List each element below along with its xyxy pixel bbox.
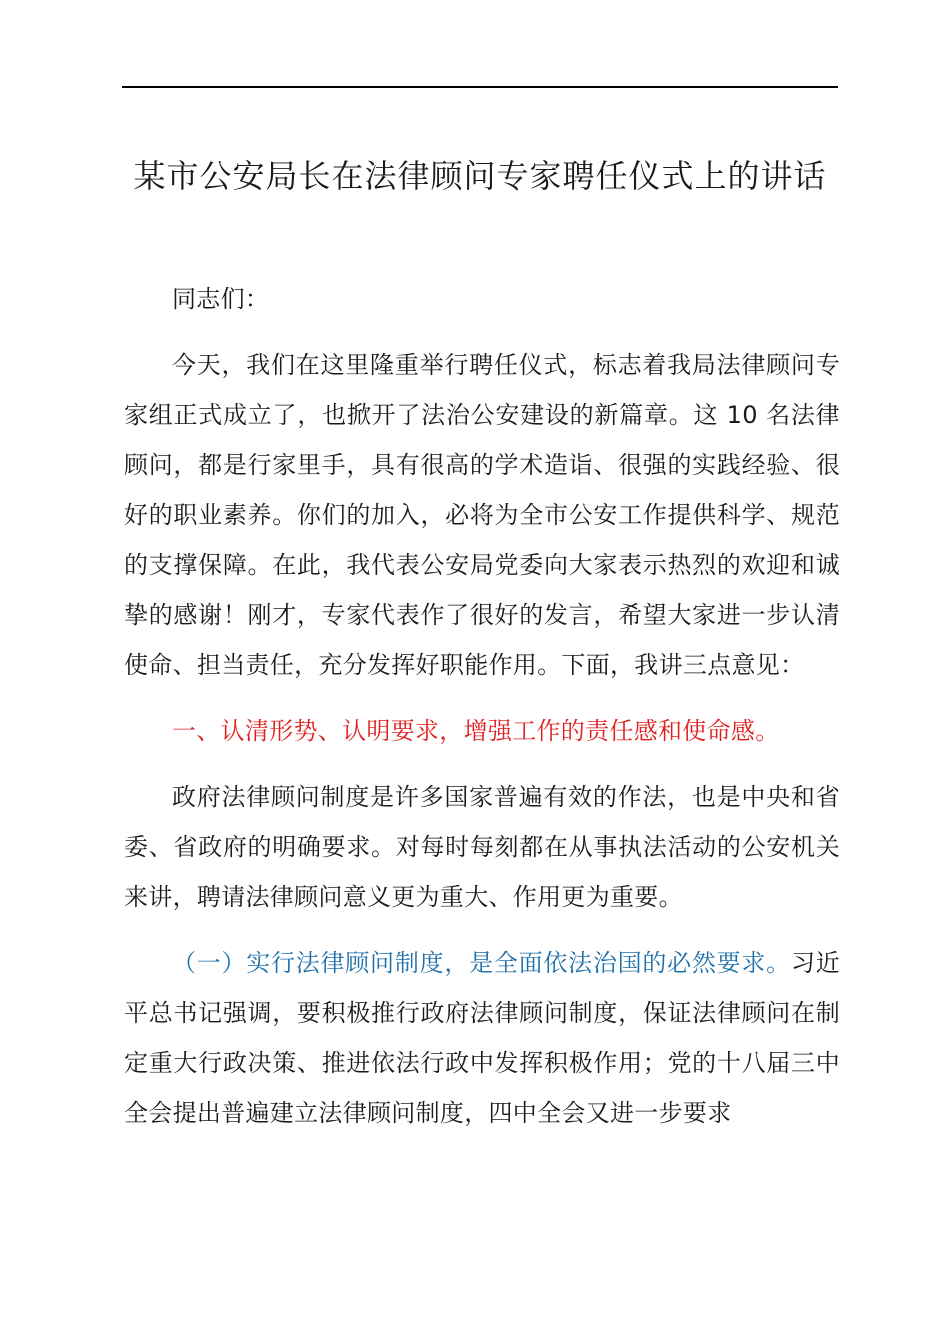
greeting: 同志们： (172, 285, 270, 313)
section-1-paragraph: 政府法律顾问制度是许多国家普遍有效的作法，也是中央和省委、省政府的明确要求。对每时每刻都在从事执法活动的公安机关来讲，聘请法律顾问意义更为重大、作用更为重要。 (124, 783, 840, 911)
intro-paragraph: 今天，我们在这里隆重举行聘任仪式，标志着我局法律顾问专家组正式成立了，也掀开了法治公安建设的新篇章。这 10 名法律顾问，都是行家里手，具有很高的学术造诣、很强的实践经验、很好的职业素养。你们的加入，必将为全市公安工作提供科学、规范的支撑保障。在此，我代表公安局党委向大家表示热烈的欢迎和诚挚的感谢！刚才，专家代表作了很好的发言，希望大家进一步认清使命、担当责任，充分发挥好职能作用。下面，我讲三点意见： (124, 351, 840, 679)
document-body (124, 274, 840, 1154)
header-rule (122, 86, 838, 88)
subsection-1-paragraph (124, 938, 840, 1138)
subsection-1-text: 习近平总书记强调，要积极推行政府法律顾问制度，保证法律顾问在制定重大行政决策、推进依法行政中发挥积极作用；党的十八届三中全会提出普遍建立法律顾问制度，四中全会又进一步要求 (124, 949, 840, 1127)
section-heading-1: 一、认清形势、认明要求，增强工作的责任感和使命感。 (172, 717, 780, 745)
document-title: 某市公安局长在法律顾问专家聘任仪式上的讲话 (133, 157, 827, 195)
subsection-1-lead: （一）实行法律顾问制度，是全面依法治国的必然要求。 (172, 949, 791, 977)
